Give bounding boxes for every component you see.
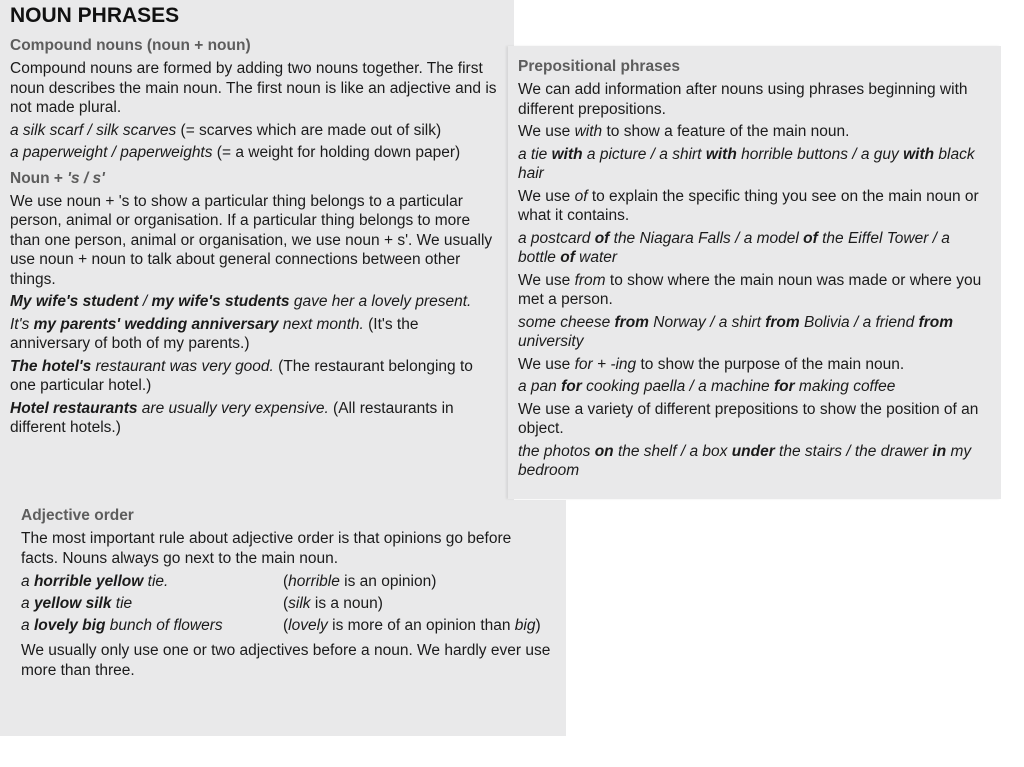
compound-nouns-heading: Compound nouns (noun + noun) (10, 37, 251, 54)
adj-note-3: (lovely is more of an opinion than big) (283, 617, 541, 634)
for-rule: We use for + -ing to show the purpose of the main noun. (518, 355, 905, 373)
for-examples: a pan for cooking paella / a machine for making coffee (518, 378, 896, 395)
compound-nouns-body: Compound nouns are formed by adding two nouns together. The first noun describes the main noun. The first noun is like an adjective and is not made plural. (10, 60, 497, 116)
possessive-example-1: My wife's student / my wife's students gave her a lovely present. (10, 293, 472, 310)
position-rule: We use a variety of different prepositions to show the position of an object. (518, 400, 979, 437)
page-title: NOUN PHRASES (10, 4, 180, 27)
possessive-heading: Noun + 's / s' (10, 169, 105, 187)
adj-note-2: (silk is a noun) (283, 595, 383, 612)
adj-note-1: (horrible is an opinion) (283, 573, 437, 590)
compound-example-1: a silk scarf / silk scarves (= scarves which are made out of silk) (10, 121, 442, 139)
position-examples: the photos on the shelf / a box under the stairs / the drawer in my bedroom (518, 442, 972, 479)
compound-example-2: a paperweight / paperweights (= a weight for holding down paper) (10, 144, 461, 161)
possessive-body: We use noun + 's to show a particular thing belongs to a particular person, animal or organisation. If a particular thing belongs to more than one person, animal or organisation, we use noun + s'. We usually use noun + noun to talk about general connections between other things. (10, 192, 493, 288)
adjective-order-heading: Adjective order (21, 507, 134, 524)
adjective-examples (21, 571, 552, 637)
prepositional-intro: We can add information after nouns using phrases beginning with different prepositions. (518, 81, 968, 118)
adj-example-1: a horrible yellow tie. (21, 573, 169, 590)
possessive-example-3: The hotel's restaurant was very good. (The restaurant belonging to one particular hotel.) (10, 357, 473, 394)
of-rule: We use of to explain the specific thing you see on the main noun or what it contains. (518, 187, 979, 224)
with-examples: a tie with a picture / a shirt with horrible buttons / a guy with black hair (518, 145, 975, 182)
with-rule: We use with to show a feature of the main noun. (518, 123, 850, 140)
adj-example-3: a lovely big bunch of flowers (21, 617, 223, 634)
prepositional-phrases-panel (508, 46, 1001, 499)
adjective-order-body: The most important rule about adjective order is that opinions go before facts. Nouns always go next to the main noun. (21, 530, 512, 567)
of-examples: a postcard of the Niagara Falls / a model of the Eiffel Tower / a bottle of water (518, 229, 950, 266)
noun-phrases-panel (0, 0, 514, 500)
adj-example-2: a yellow silk tie (21, 595, 133, 612)
prepositional-heading: Prepositional phrases (518, 58, 680, 75)
possessive-example-4: Hotel restaurants are usually very expensive. (All restaurants in different hotels.) (10, 399, 454, 436)
from-examples: some cheese from Norway / a shirt from Bolivia / a friend from university (518, 313, 954, 350)
possessive-example-2: It's my parents' wedding anniversary next month. (It's the anniversary of both of my parents.) (10, 315, 419, 352)
from-rule: We use from to show where the main noun was made or where you met a person. (518, 271, 982, 308)
adjective-order-panel (0, 500, 566, 736)
adjective-order-footer: We usually only use one or two adjectives before a noun. We hardly ever use more than three. (21, 642, 551, 679)
